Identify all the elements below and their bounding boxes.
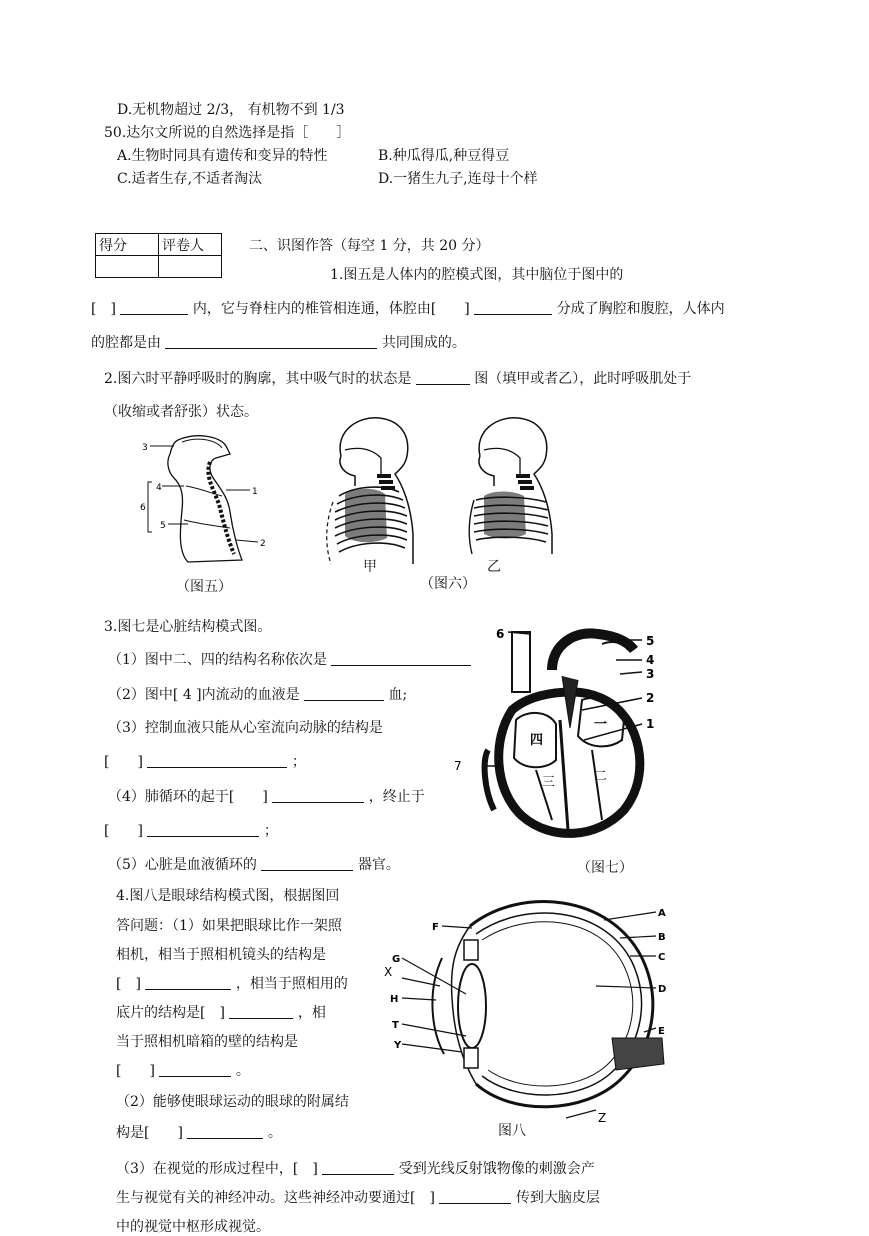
- q5-blank-2[interactable]: [439, 1189, 511, 1204]
- q4-blank-3[interactable]: [159, 1062, 231, 1077]
- q2-line1: [104, 370, 691, 388]
- q3-title: 3.图七是心脏结构模式图。: [104, 619, 272, 635]
- q5-text-1: （3）在视觉的形成过程中，[ ]: [116, 1161, 318, 1177]
- fig5-label-2: 2: [260, 539, 266, 549]
- q4-line4-tail: ，相当于照相用的: [235, 976, 348, 992]
- q1-blank-2[interactable]: [474, 300, 552, 315]
- fig5-label-4: 4: [156, 483, 162, 493]
- q2-blank-1[interactable]: [416, 370, 470, 385]
- figure-5-body-cavity: [138, 432, 273, 572]
- fig5-label-3: 3: [142, 443, 148, 453]
- figure-6-thorax-yi: [462, 416, 562, 556]
- q4-blank-1[interactable]: [145, 975, 231, 990]
- q5-blank-1[interactable]: [322, 1160, 394, 1175]
- q3-item2-tail: 血;: [388, 687, 408, 703]
- q1-text-3: 分成了胸腔和腹腔，人体内: [556, 301, 725, 317]
- q1-text-5: 共同围成的。: [381, 335, 466, 351]
- q3-item4: [108, 788, 425, 806]
- q50-option-b: B.种瓜得瓜,种豆得豆: [378, 148, 510, 164]
- q1-text-4: 的腔都是由: [91, 335, 161, 351]
- fig7-label-6: 6: [496, 627, 505, 641]
- fig8-label-B: B: [658, 932, 666, 943]
- q3-item5-tail: 器官。: [357, 857, 400, 873]
- fig8-label-H: H: [390, 994, 399, 1005]
- fig8-label-A: A: [658, 908, 666, 919]
- fig7-label-5: 5: [646, 634, 655, 648]
- q1-line3: [91, 334, 466, 352]
- fig7-label-3: 3: [646, 667, 655, 681]
- q4-line5: [116, 1004, 326, 1022]
- score-cell[interactable]: [96, 256, 159, 278]
- q5-text-2: 受到光线反射饿物像的刺激会产: [398, 1161, 595, 1177]
- q4-line4: [116, 975, 348, 993]
- q1-blank-3[interactable]: [165, 334, 377, 349]
- q4-line5-tail: ，相: [297, 1005, 326, 1021]
- q4-line7: [116, 1062, 250, 1080]
- q3-item3-answer: [104, 753, 306, 771]
- fig6-label-yi: 乙: [487, 559, 501, 575]
- q3-item2-text: （2）图中[ 4 ]内流动的血液是: [108, 687, 300, 703]
- q3-item4-text: （4）肺循环的起于[ ]: [108, 789, 268, 805]
- fig8-caption: 图八: [498, 1123, 526, 1139]
- fig6-caption: （图六）: [420, 576, 476, 592]
- q3-bracket-1: [ ]: [104, 754, 143, 770]
- q4-bracket-2: [ ]: [116, 1063, 155, 1079]
- q4-blank-4[interactable]: [187, 1124, 263, 1139]
- q3-blank-3[interactable]: [147, 753, 287, 768]
- q3-blank-6[interactable]: [261, 856, 353, 871]
- q4-line5-text: 底片的结构是[ ]: [116, 1005, 225, 1021]
- fig8-label-T: T: [392, 1020, 399, 1031]
- q3-blank-4[interactable]: [272, 788, 364, 803]
- q3-item2: [108, 686, 407, 704]
- q4-line9-text: 构是[ ]: [116, 1125, 183, 1141]
- q4-bracket-1: [ ]: [116, 976, 141, 992]
- q5-line3: 中的视觉中枢形成视觉。: [116, 1219, 270, 1235]
- q1-line2: [91, 300, 725, 318]
- fig8-label-E: E: [658, 1026, 665, 1037]
- q5-line1: [116, 1160, 595, 1178]
- q3-item3: （3）控制血液只能从心室流向动脉的结构是: [108, 720, 383, 736]
- fig8-label-C: C: [658, 952, 666, 963]
- q3-semicolon-2: ；: [263, 823, 278, 839]
- q50-stem: 50.达尔文所说的自然选择是指［ ］: [104, 125, 351, 141]
- fig5-label-6: 6: [140, 503, 146, 513]
- q4-line6: 当于照相机暗箱的壁的结构是: [116, 1034, 298, 1050]
- q3-item4-answer: [104, 822, 278, 840]
- q3-item1-text: （1）图中二、四的结构名称依次是: [108, 652, 327, 668]
- fig7-chamber-3: 三: [542, 775, 556, 790]
- q4-line9: [116, 1124, 282, 1142]
- fig7-caption: （图七）: [577, 860, 633, 876]
- q3-item5-text: （5）心脏是血液循环的: [108, 857, 257, 873]
- reviewer-cell[interactable]: [159, 256, 222, 278]
- q5-line2: [116, 1189, 600, 1207]
- q3-blank-1[interactable]: [331, 651, 471, 666]
- q4-blank-2[interactable]: [229, 1004, 293, 1019]
- q2-text-2: 图（填甲或者乙），此时呼吸肌处于: [474, 371, 692, 387]
- q4-line8: （2）能够使眼球运动的眼球的附属结: [116, 1094, 349, 1110]
- q3-item1: [108, 651, 471, 669]
- q3-blank-5[interactable]: [147, 822, 259, 837]
- section2-heading: 二、识图作答（每空 1 分，共 20 分）: [249, 238, 490, 254]
- q50-option-a: A.生物时同具有遗传和变异的特性: [117, 148, 328, 164]
- q4-line9-tail: 。: [267, 1125, 282, 1141]
- fig5-label-5: 5: [160, 521, 166, 531]
- q5-text-3: 生与视觉有关的神经冲动。这些神经冲动要通过[ ]: [116, 1190, 435, 1206]
- figure-7-heart: [452, 620, 677, 850]
- q5-text-4: 传到大脑皮层: [515, 1190, 600, 1206]
- fig8-label-Y: Y: [394, 1040, 402, 1051]
- fig8-label-X: X: [384, 965, 393, 979]
- fig5-label-1: 1: [252, 487, 258, 497]
- fig8-label-D: D: [658, 984, 667, 995]
- score-table: [95, 233, 222, 278]
- fig8-label-Z: Z: [598, 1111, 607, 1125]
- q3-bracket-2: [ ]: [104, 823, 143, 839]
- fig7-label-2: 2: [646, 691, 655, 705]
- reviewer-header: 评卷人: [159, 234, 222, 256]
- fig7-label-7: 7: [454, 759, 462, 773]
- q4-line2: 答问题：（1）如果把眼球比作一架照: [116, 918, 342, 934]
- fig7-chamber-4: 四: [530, 733, 544, 748]
- q2-text-1: 2.图六时平静呼吸时的胸廓，其中吸气时的状态是: [104, 371, 412, 387]
- fig6-label-jia: 甲: [363, 559, 377, 575]
- q1-bracket-1: [ ]: [91, 301, 116, 317]
- fig7-label-1: 1: [646, 717, 655, 731]
- fig7-chamber-2: 二: [594, 769, 608, 784]
- q1-blank-1[interactable]: [120, 300, 188, 315]
- q4-line7-tail: 。: [235, 1063, 250, 1079]
- fig5-caption: （图五）: [176, 579, 232, 595]
- score-header: 得分: [96, 234, 159, 256]
- q4-line1: 4.图八是眼球结构模式图，根据图回: [116, 888, 340, 904]
- q2-line2: （收缩或者舒张）状态。: [104, 404, 258, 420]
- q50-option-c: C.适者生存,不适者淘汰: [117, 171, 263, 187]
- fig8-label-G: G: [392, 954, 401, 965]
- figure-6-thorax-jia: [315, 416, 425, 566]
- q3-blank-2[interactable]: [304, 686, 384, 701]
- q50-option-d: D.一猪生九子,连母十个样: [378, 171, 538, 187]
- q3-item5: [108, 856, 400, 874]
- figure-8-eyeball: [380, 888, 680, 1128]
- q3-semicolon-1: ；: [291, 754, 306, 770]
- q4-line3: 相机，相当于照相机镜头的结构是: [116, 947, 326, 963]
- q3-item4-mid: ，终止于: [368, 789, 425, 805]
- q49-option-d: D.无机物超过 2/3， 有机物不到 1/3: [117, 102, 345, 118]
- q1-line1: 1.图五是人体内的腔模式图，其中脑位于图中的: [330, 267, 624, 283]
- fig7-label-4: 4: [646, 653, 655, 667]
- q1-text-2: 内，它与脊柱内的椎管相连通，体腔由[ ]: [192, 301, 470, 317]
- fig8-label-F: F: [432, 922, 439, 933]
- fig7-chamber-1: 一: [594, 717, 608, 732]
